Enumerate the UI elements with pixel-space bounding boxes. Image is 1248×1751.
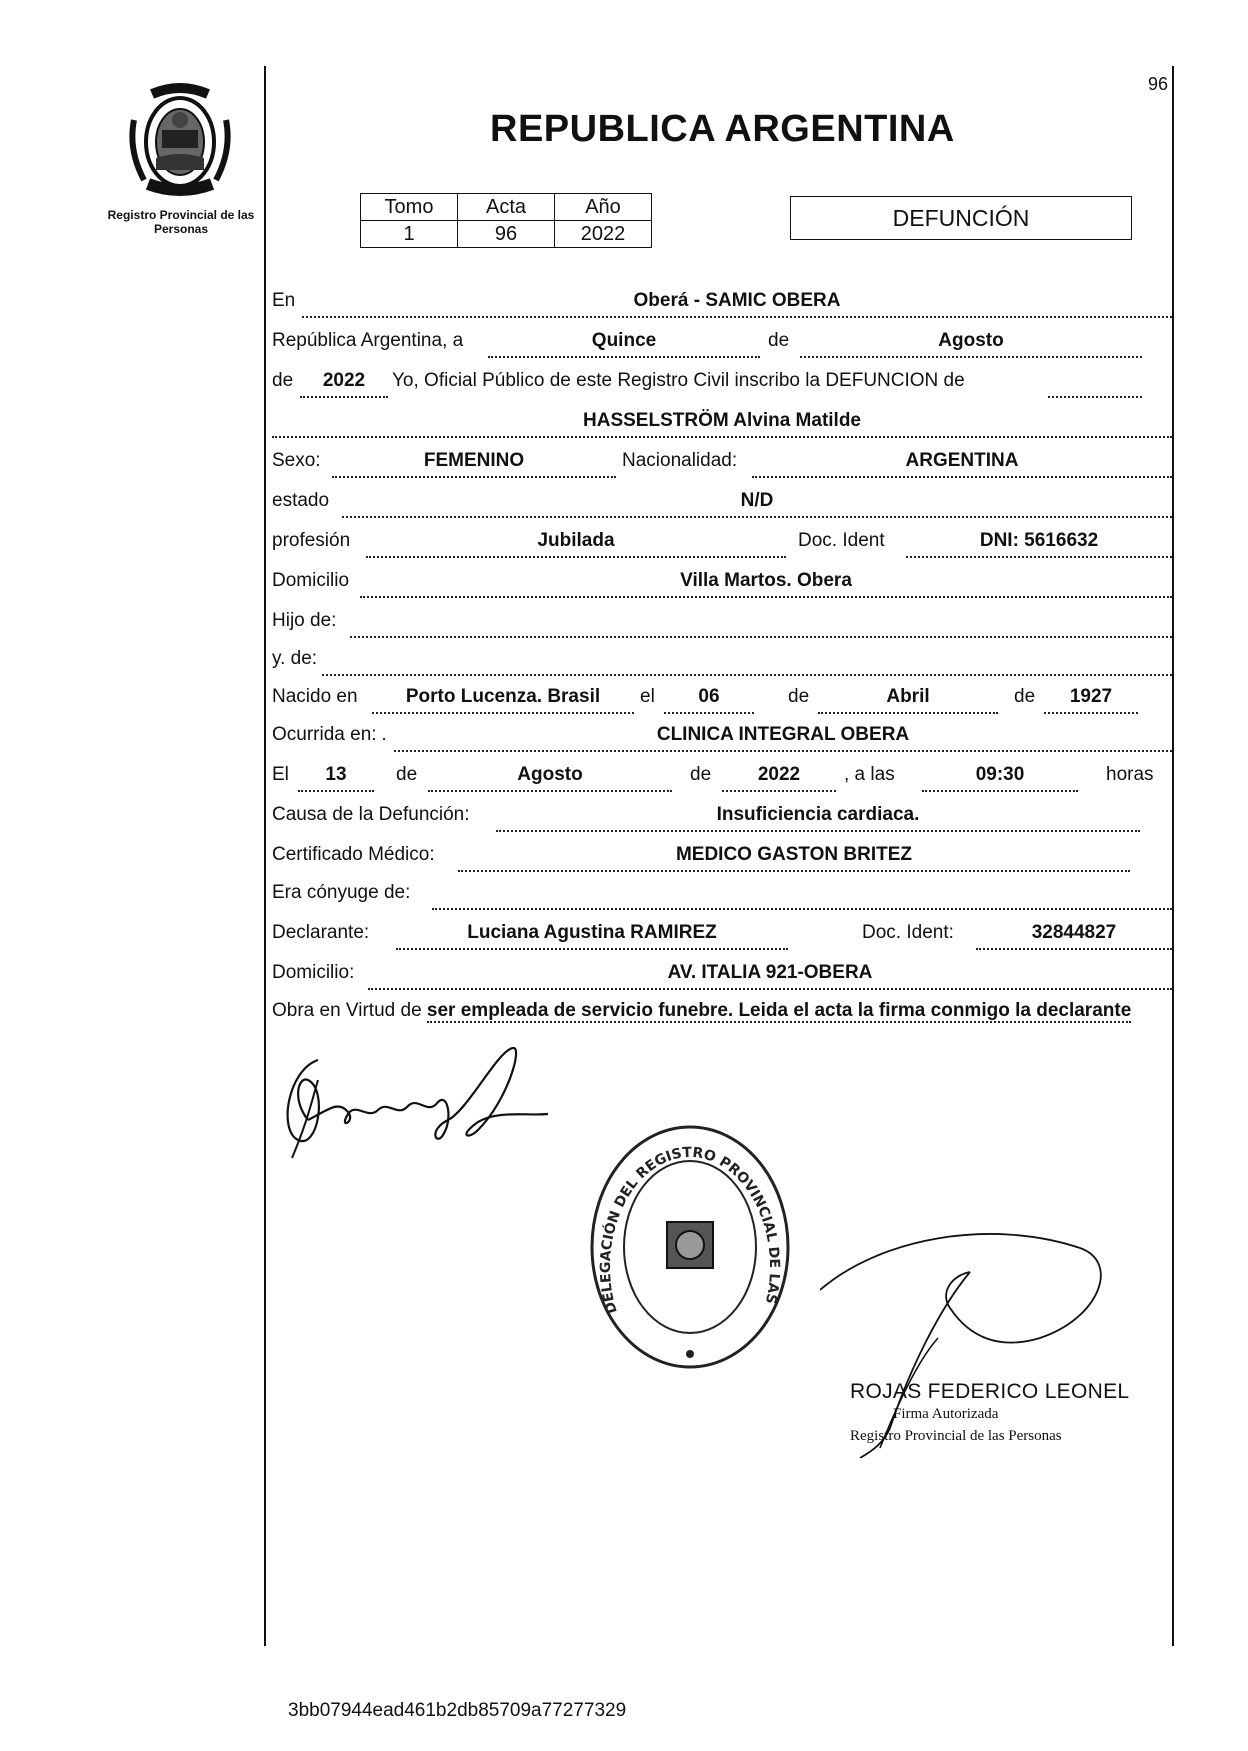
month-field: Agosto xyxy=(800,330,1142,358)
row-fecha xyxy=(272,330,1172,360)
act-type-box: DEFUNCIÓN xyxy=(790,196,1132,240)
acta-header: Acta xyxy=(458,194,555,221)
fecha-de-label: de xyxy=(768,330,790,351)
hijo-label: Hijo de: xyxy=(272,610,337,631)
record-table-header-row xyxy=(361,194,652,221)
signer-role: Firma Autorizada xyxy=(893,1406,999,1422)
signer-name: ROJAS FEDERICO LEONEL xyxy=(850,1380,1130,1403)
official-signature xyxy=(820,1228,1110,1458)
anio-label: de xyxy=(272,370,294,391)
dni-field: DNI: 5616632 xyxy=(906,530,1172,558)
causa-field: Insuficiencia cardiaca. xyxy=(496,804,1140,832)
row-declarante xyxy=(272,922,1172,952)
anio-header: Año xyxy=(555,194,652,221)
death-time-field: 09:30 xyxy=(922,764,1078,792)
sexo-label: Sexo: xyxy=(272,450,321,471)
certificado-field: MEDICO GASTON BRITEZ xyxy=(458,844,1130,872)
certificado-label: Certificado Médico: xyxy=(272,844,435,865)
declarant-signature xyxy=(278,1040,558,1160)
ocurrida-field: . CLINICA INTEGRAL OBERA xyxy=(394,724,1172,752)
nacido-label: Nacido en xyxy=(272,686,358,707)
declarante-doc-label: Doc. Ident: xyxy=(862,922,954,943)
left-margin-line xyxy=(264,66,266,1646)
hijo-field xyxy=(350,610,1172,638)
registry-caption: Registro Provincial de las Personas xyxy=(107,208,255,236)
row-certificado xyxy=(272,844,1172,874)
record-table-value-row xyxy=(361,221,652,248)
el-label: El xyxy=(272,764,289,785)
day-field: Quince xyxy=(488,330,760,358)
domicilio-field: Villa Martos. Obera xyxy=(360,570,1172,598)
tomo-header: Tomo xyxy=(361,194,458,221)
tomo-value: 1 xyxy=(361,221,458,248)
birth-year-field: 1927 xyxy=(1044,686,1138,714)
signer-organization: Registro Provincial de las Personas xyxy=(850,1428,1062,1444)
birth-month-field: Abril xyxy=(818,686,998,714)
en-label: En xyxy=(272,290,296,311)
death-year-field: 2022 xyxy=(722,764,836,792)
seal-ring-text: DELEGACIÓN DEL REGISTRO PROVINCIAL DE LAS xyxy=(597,1144,783,1316)
declarante-label: Declarante: xyxy=(272,922,370,943)
nacionalidad-label: Nacionalidad: xyxy=(622,450,738,471)
conyuge-label: Era cónyuge de: xyxy=(272,882,411,903)
row-profesion xyxy=(272,530,1172,560)
anio-value: 2022 xyxy=(555,221,652,248)
nacido-de2-label: de xyxy=(1014,686,1036,707)
officer-statement: Yo, Oficial Público de este Registro Civil inscribo la DEFUNCION de xyxy=(392,370,965,391)
row-domicilio-declarante xyxy=(272,962,1172,992)
yde-field xyxy=(322,648,1172,676)
row-causa xyxy=(272,804,1172,834)
row-en xyxy=(272,290,1172,320)
row-domicilio xyxy=(272,570,1172,600)
doc-ident-label: Doc. Ident xyxy=(798,530,885,551)
yde-label: y. de: xyxy=(272,648,318,669)
row-nacido xyxy=(272,686,1172,716)
obra-en-virtud-paragraph xyxy=(272,998,1172,1024)
row-sexo xyxy=(272,450,1172,480)
birthplace-field: Porto Lucenza. Brasil xyxy=(372,686,634,714)
ocurrida-value: CLINICA INTEGRAL OBERA xyxy=(656,724,910,745)
estado-field: N/D xyxy=(342,490,1172,518)
birth-day-field: 06 xyxy=(664,686,754,714)
right-margin-line xyxy=(1172,66,1174,1646)
fd-de1-label: de xyxy=(396,764,418,785)
profesion-label: profesión xyxy=(272,530,351,551)
alas-label: , a las xyxy=(844,764,895,785)
obra-value: ser empleada de servicio funebre. Leida el acta la firma conmigo la declarante xyxy=(426,1000,1132,1021)
estado-label: estado xyxy=(272,490,330,511)
nacido-de1-label: de xyxy=(788,686,810,707)
profesion-field: Jubilada xyxy=(366,530,786,558)
misiones-coat-of-arms-logo xyxy=(124,80,236,198)
place-field: Oberá - SAMIC OBERA xyxy=(302,290,1172,318)
year-field: 2022 xyxy=(300,370,388,398)
declarante-doc-field: 32844827 xyxy=(976,922,1172,950)
anio-trailing-dots xyxy=(1048,370,1142,398)
horas-label: horas xyxy=(1106,764,1154,785)
domicilio2-field: AV. ITALIA 921-OBERA xyxy=(368,962,1172,990)
document-title: REPUBLICA ARGENTINA xyxy=(490,108,955,150)
row-nombre xyxy=(272,410,1172,440)
sexo-field: FEMENINO xyxy=(332,450,616,478)
obra-label: Obra en Virtud de xyxy=(272,1000,422,1021)
ocurrida-label: Ocurrida en: xyxy=(272,724,377,745)
deceased-name-field: HASSELSTRÖM Alvina Matilde xyxy=(272,410,1172,438)
causa-label: Causa de la Defunción: xyxy=(272,804,470,825)
row-yde xyxy=(272,648,1172,678)
page-number: 96 xyxy=(1148,74,1169,94)
record-number-table xyxy=(360,193,652,248)
death-month-field: Agosto xyxy=(428,764,672,792)
row-conyuge xyxy=(272,882,1172,912)
declarante-field: Luciana Agustina RAMIREZ xyxy=(396,922,788,950)
domicilio2-label: Domicilio: xyxy=(272,962,355,983)
registry-seal-stamp xyxy=(585,1122,795,1377)
nacido-el-label: el xyxy=(640,686,655,707)
row-estado xyxy=(272,490,1172,520)
row-ocurrida xyxy=(272,724,1172,754)
domicilio-label: Domicilio xyxy=(272,570,350,591)
row-anio xyxy=(272,370,1172,400)
conyuge-field xyxy=(432,882,1172,910)
death-day-field: 13 xyxy=(298,764,374,792)
fd-de2-label: de xyxy=(690,764,712,785)
fecha-label: República Argentina, a xyxy=(272,330,464,351)
nacionalidad-field: ARGENTINA xyxy=(752,450,1172,478)
document-hash: 3bb07944ead461b2db85709a77277329 xyxy=(288,1700,627,1721)
row-fecha-defuncion xyxy=(272,764,1172,794)
row-hijo xyxy=(272,610,1172,640)
acta-value: 96 xyxy=(458,221,555,248)
